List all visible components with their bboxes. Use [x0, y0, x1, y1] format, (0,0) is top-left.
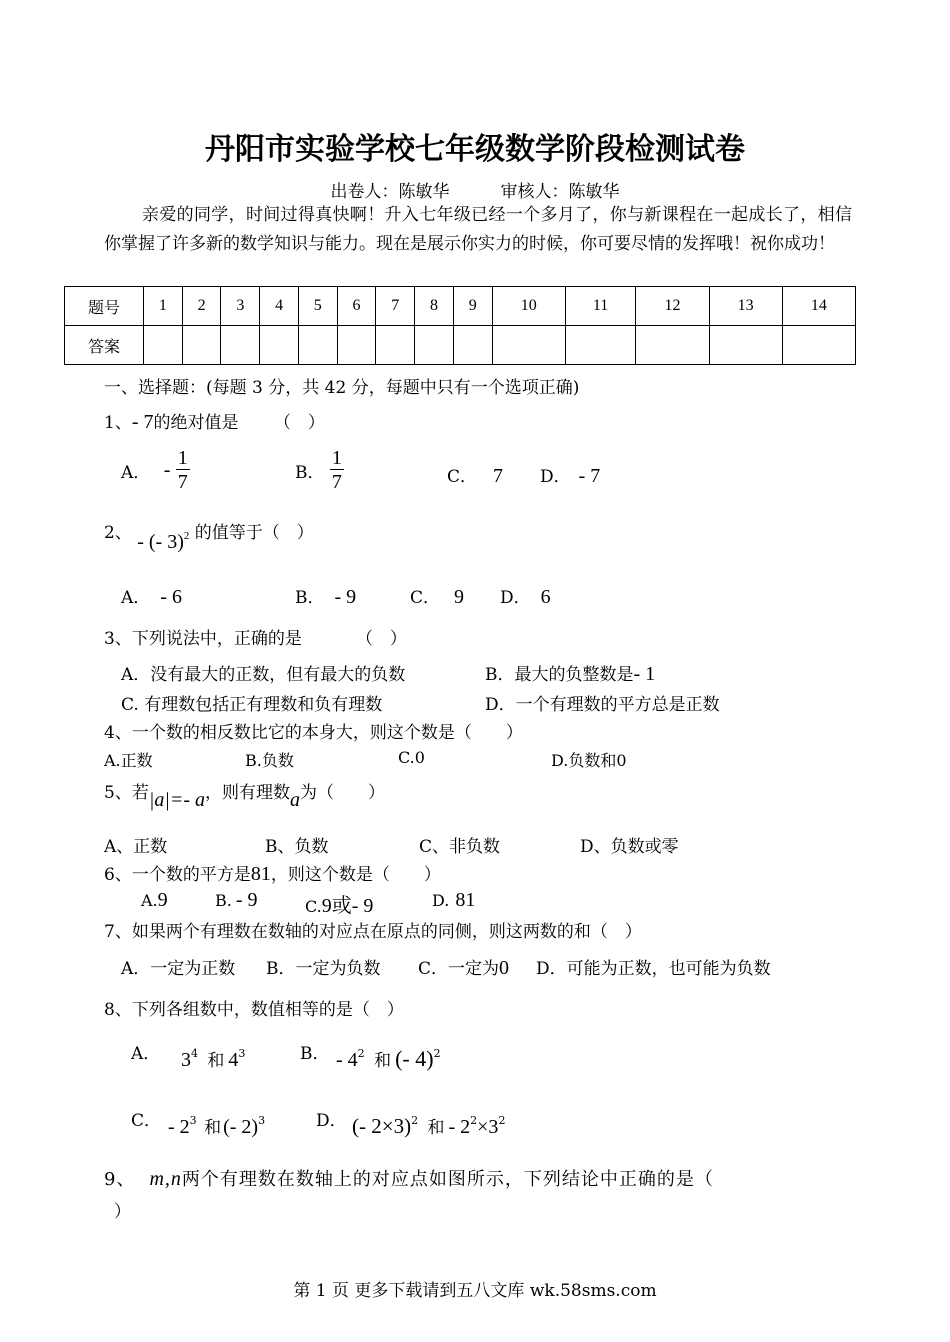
q5-abs-expr: |a| [148, 789, 170, 811]
option-value: 9或- 9 [321, 895, 374, 917]
numerator: 1 [177, 447, 188, 469]
q1-option-a [121, 447, 190, 494]
answer-cell[interactable] [182, 326, 221, 365]
power-exponent: 3 [258, 1114, 266, 1127]
answer-cell[interactable] [221, 326, 260, 365]
q7-option-b: B．一定为负数 [266, 959, 381, 979]
table-cell: 6 [337, 287, 376, 326]
option-value: - 9 [235, 889, 258, 911]
and-word: 和 [374, 1051, 392, 1071]
numerator: 1 [331, 447, 342, 469]
option-value: 7 [493, 465, 504, 487]
answer-cell[interactable] [636, 326, 709, 365]
option-value: - 6 [160, 586, 182, 608]
option-value: - 1 [633, 663, 656, 685]
q8-option-b-label: B． [300, 1044, 330, 1064]
q3-blank: （ ） [355, 629, 407, 649]
question-1 [104, 408, 325, 434]
power-base: (- 2) [223, 1116, 259, 1138]
table-cell: 9 [453, 287, 492, 326]
q3-option-c: C. 有理数包括正有理数和负有理数 [121, 695, 383, 715]
answer-cell[interactable] [415, 326, 454, 365]
authors-line: 出卷人：陈敏华 审核人：陈敏华 [330, 182, 620, 202]
power-exponent: 4 [191, 1047, 198, 1060]
option-label: D． [540, 467, 571, 487]
fraction [330, 447, 344, 494]
q6-option-a [141, 889, 168, 912]
answer-table-number-row [65, 287, 856, 326]
intro-paragraph: 亲爱的同学，时间过得真快啊！升入七年级已经一个多月了，你与新课程在一起成长了，相信你掌握了许多新的数学知识与能力。现在是展示你实力的时候，你可要尽情的发挥哦！祝你成功！ [104, 205, 852, 254]
question-8: 8、下列各组数中，数值相等的是（ ） [104, 1000, 404, 1020]
power-exponent: 2 [498, 1114, 506, 1127]
q8-option-d [352, 1113, 505, 1139]
option-label: A． [121, 463, 151, 483]
fraction [176, 447, 190, 494]
q2-expr [137, 531, 189, 553]
q8-option-c [168, 1113, 265, 1139]
q7-option-d: D．可能为正数，也可能为负数 [536, 959, 771, 979]
table-cell: 1 [144, 287, 183, 326]
table-cell: 11 [565, 287, 636, 326]
option-value: 6 [540, 586, 551, 608]
q8-option-c-label: C． [131, 1111, 162, 1131]
q5-text: ，则有理数 [204, 783, 290, 803]
power-base: ×3 [477, 1116, 499, 1138]
q1-option-b [295, 447, 344, 494]
q4-option-a: A.正数 [104, 751, 153, 770]
row-header-answer: 答案 [65, 326, 144, 365]
answer-table-answer-row [65, 326, 856, 365]
table-cell: 3 [221, 287, 260, 326]
question-7: 7、如果两个有理数在数轴的对应点在原点的同侧，则这两数的和（ ） [104, 922, 642, 942]
q6-stem: 6、一个数的平方是 [104, 865, 251, 885]
q5-equation: =- a [169, 789, 205, 811]
and-word: 和 [204, 1118, 222, 1138]
q1-option-c [447, 462, 503, 488]
q2-option-d [500, 583, 551, 609]
option-label: A． [121, 588, 151, 608]
denominator: 7 [331, 471, 342, 493]
q1-text: 的绝对值是 [153, 413, 239, 433]
option-value: 0 [499, 957, 510, 979]
answer-cell[interactable] [144, 326, 183, 365]
q1-number: 1、 [104, 413, 132, 433]
table-cell: 14 [782, 287, 855, 326]
power-exponent: 3 [238, 1047, 246, 1060]
power-exponent: 2 [357, 1047, 365, 1060]
q2-number: 2、 [104, 523, 132, 543]
q5-option-d: D、负数或零 [580, 837, 679, 857]
q5-number: 5、若 [104, 783, 149, 803]
table-cell: 8 [415, 287, 454, 326]
q2-option-b [295, 583, 356, 609]
power-exponent: 3 [189, 1114, 197, 1127]
table-cell: 13 [709, 287, 782, 326]
q6-stem-2: ，则这个数是（ ） [270, 865, 441, 885]
table-cell: 7 [376, 287, 415, 326]
power-base: 3 [181, 1049, 191, 1071]
q2-option-a [121, 583, 182, 609]
option-label: B. [215, 891, 232, 910]
q3-option-d: D．一个有理数的平方总是正数 [485, 695, 720, 715]
q3-option-b [485, 660, 655, 686]
q4-option-b: B.负数 [245, 751, 294, 770]
option-value: - 7 [578, 465, 601, 487]
q9-close-paren: ） [114, 1202, 131, 1222]
q3-option-a: A．没有最大的正数，但有最大的负数 [121, 665, 406, 685]
table-cell: 2 [182, 287, 221, 326]
question-2 [104, 518, 314, 553]
option-label: D. [432, 891, 450, 910]
power-base: (- 2×3) [352, 1114, 412, 1138]
expr-exponent: 2 [183, 530, 190, 542]
option-label: C． [447, 467, 478, 487]
q1-blank: （ ） [273, 413, 325, 433]
q5-text-2: 为（ ） [299, 783, 385, 803]
option-text: B．最大的负整数是 [485, 665, 634, 685]
answer-table [64, 286, 856, 365]
denominator: 7 [177, 471, 188, 493]
and-word: 和 [207, 1051, 225, 1071]
option-label: A. [141, 891, 158, 910]
q7-option-c [418, 954, 509, 980]
option-sign: - [163, 459, 171, 481]
answer-cell[interactable] [298, 326, 337, 365]
option-value: 9 [157, 889, 168, 911]
answer-cell[interactable] [492, 326, 565, 365]
power-exponent: 2 [470, 1114, 478, 1127]
option-value: 81 [455, 889, 476, 911]
question-6 [104, 860, 441, 886]
table-cell: 10 [492, 287, 565, 326]
power-base: - 2 [168, 1116, 190, 1138]
row-header-number: 题号 [65, 287, 144, 326]
q6-option-b [215, 889, 258, 912]
power-exponent: 2 [411, 1114, 419, 1127]
option-label: C. [305, 897, 322, 916]
question-9 [104, 1165, 714, 1191]
question-4: 4、一个数的相反数比它的本身大，则这个数是（ ） [104, 723, 523, 743]
q6-option-d [432, 889, 475, 912]
answer-cell[interactable] [337, 326, 376, 365]
power-base: - 2 [448, 1116, 471, 1138]
q2-text: 的值等于（ ） [194, 523, 314, 543]
q2-option-c [410, 583, 464, 609]
power-base: 4 [228, 1049, 239, 1071]
q9-variables: m,n [149, 1168, 182, 1190]
option-label: B． [295, 588, 325, 608]
q1-option-d [540, 462, 600, 488]
q6-value: 81 [250, 863, 271, 885]
q5-option-b: B、负数 [265, 837, 329, 857]
option-value: - 9 [334, 586, 357, 608]
and-word: 和 [427, 1118, 445, 1138]
option-value: 9 [454, 586, 465, 608]
answer-cell[interactable] [453, 326, 492, 365]
table-cell: 4 [260, 287, 299, 326]
question-3 [104, 624, 407, 649]
option-label: B． [295, 463, 325, 483]
q5-option-a: A、正数 [104, 837, 168, 857]
power-base: (- 4) [395, 1046, 434, 1071]
expr-base: - (- 3) [137, 531, 184, 553]
option-label: D． [500, 588, 531, 608]
q7-option-a: A．一定为正数 [121, 959, 236, 979]
q6-option-c [305, 889, 373, 918]
page-footer: 第 1 页 更多下载请到五八文库 wk.58sms.com [293, 1281, 657, 1301]
q5-option-c: C、非负数 [419, 837, 501, 857]
q4-option-c: C.0 [398, 748, 425, 767]
q4-option-d: D.负数和0 [551, 751, 627, 770]
page-title: 丹阳市实验学校七年级数学阶段检测试卷 [205, 132, 745, 167]
option-text: C．一定为 [418, 959, 500, 979]
question-5 [104, 778, 385, 811]
q8-option-d-label: D． [316, 1111, 347, 1131]
power-exponent: 2 [433, 1047, 441, 1060]
answer-cell[interactable] [376, 326, 415, 365]
q5-variable: a [289, 789, 300, 811]
q1-expr: - 7 [131, 411, 154, 433]
answer-cell[interactable] [260, 326, 299, 365]
q9-number: 9、 [104, 1169, 136, 1190]
answer-cell[interactable] [782, 326, 855, 365]
q9-text: 两个有理数在数轴上的对应点如图所示，下列结论中正确的是（ [181, 1169, 714, 1190]
q8-option-a-label: A． [131, 1044, 161, 1064]
power-base: - 4 [336, 1049, 358, 1071]
answer-cell[interactable] [565, 326, 636, 365]
q8-option-b [336, 1046, 441, 1072]
answer-cell[interactable] [709, 326, 782, 365]
option-label: C． [410, 588, 441, 608]
q3-stem: 3、下列说法中，正确的是 [104, 629, 302, 649]
q8-option-a [181, 1046, 245, 1072]
table-cell: 5 [298, 287, 337, 326]
section-heading: 一、选择题：(每题 3 分，共 42 分，每题中只有一个选项正确) [104, 378, 580, 398]
table-cell: 12 [636, 287, 709, 326]
